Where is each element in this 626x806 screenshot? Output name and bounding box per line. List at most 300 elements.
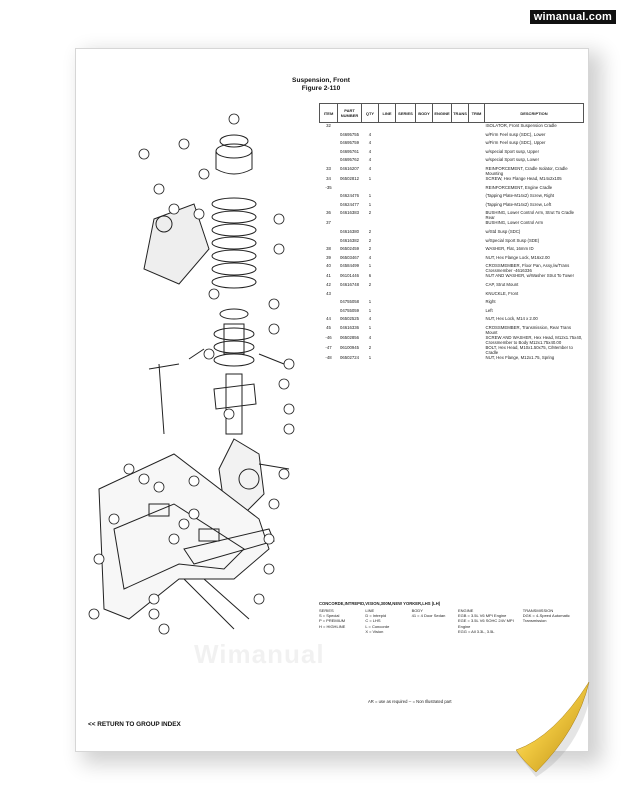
cell-item: 45	[326, 324, 331, 330]
cell-part	[338, 185, 362, 194]
cell-line	[379, 210, 396, 220]
cell-desc: CROSSMEMBER, Transmission, Rear Trans Mount	[485, 324, 571, 335]
legend-entry: BODY	[411, 608, 423, 613]
cell-trim	[469, 132, 485, 141]
cell-engine	[433, 166, 452, 176]
cell-body	[416, 355, 433, 364]
cell-trans	[452, 316, 469, 325]
legend-entry: S = Special	[319, 613, 340, 619]
legend-entry: ENGINE	[457, 608, 474, 613]
cell-series	[396, 282, 416, 291]
legend-entry: EGB = 3.5L V6 MPI Engine	[457, 613, 507, 619]
cell-part: 06502724	[339, 354, 360, 360]
cell-engine	[433, 308, 452, 317]
cell-body	[416, 185, 433, 194]
cell-trans	[452, 263, 469, 273]
cell-line	[379, 229, 396, 238]
cell-part: 04584499	[339, 263, 360, 269]
cell-trans	[452, 291, 469, 300]
cell-body	[416, 202, 433, 211]
cell-line	[379, 299, 396, 308]
cell-qty: 1	[368, 299, 372, 305]
table-header-row	[320, 104, 584, 123]
header-trim: TRIM	[469, 104, 485, 123]
cell-desc: NUT AND WASHER, w/Washer Strut To Tower	[485, 273, 575, 279]
header-engine: ENGINE	[433, 104, 452, 123]
header-item: ITEM	[320, 104, 338, 123]
cell-line	[379, 335, 396, 345]
cell-trim	[469, 255, 485, 264]
cell-body	[416, 335, 433, 345]
cell-part: 04695759	[339, 140, 360, 146]
cell-trim	[469, 355, 485, 364]
cell-body	[416, 255, 433, 264]
table-row	[320, 345, 584, 355]
cell-item: 39	[326, 254, 331, 260]
cell-body	[416, 157, 433, 166]
table-row	[320, 132, 584, 141]
cell-engine	[433, 316, 452, 325]
table-row	[320, 316, 584, 325]
cell-trans	[452, 238, 469, 247]
cell-trans	[452, 123, 469, 132]
table-row	[320, 220, 584, 229]
center-watermark: Wimanual	[194, 639, 325, 669]
cell-qty: 4	[368, 165, 372, 171]
cell-desc: NUT, Hex Flange, M12x1.75, Spring	[485, 354, 555, 360]
cell-part: 04616336	[339, 324, 360, 330]
cell-trans	[452, 193, 469, 202]
cell-trim	[469, 140, 485, 149]
cell-body	[416, 193, 433, 202]
cell-trim	[469, 273, 485, 282]
cell-desc: ISOLATOR, Front Suspension Cradle	[485, 123, 557, 128]
cell-desc: (Tapping Plate-M14x2) Screw, Right	[485, 193, 555, 199]
cell-qty: 2	[368, 228, 372, 234]
legend-entry: SERIES	[319, 608, 334, 613]
table-row	[320, 308, 584, 317]
cell-line	[379, 246, 396, 255]
cell-trim	[469, 335, 485, 345]
cell-item: 42	[326, 281, 331, 287]
cell-desc: BUSHING, Lower Control Arm, Strut To Cradle Rear	[485, 210, 575, 221]
legend-entry: H = HIGHLINE	[319, 623, 346, 629]
cell-trim	[469, 316, 485, 325]
cell-qty: 4	[368, 131, 372, 137]
cell-line	[379, 316, 396, 325]
table-row	[320, 238, 584, 247]
cell-item	[320, 157, 338, 166]
table-row	[320, 325, 584, 335]
legend-series	[319, 608, 365, 634]
table-row	[320, 157, 584, 166]
cell-part	[338, 291, 362, 300]
cell-desc: w/special Sport susp, Lower	[485, 157, 539, 163]
cell-series	[396, 185, 416, 194]
cell-trim	[469, 299, 485, 308]
cell-part: 06502525	[339, 316, 360, 322]
cell-engine	[433, 176, 452, 185]
cell-body	[416, 149, 433, 158]
cell-qty: 4	[368, 157, 372, 163]
cell-trans	[452, 202, 469, 211]
cell-desc: w/Firm Feel susp (SDC), Lower	[485, 131, 546, 137]
header-description: DESCRIPTION	[485, 104, 584, 123]
cell-series	[396, 255, 416, 264]
cell-body	[416, 132, 433, 141]
table-row	[320, 140, 584, 149]
cell-trim	[469, 220, 485, 229]
cell-part: 06503467	[339, 254, 360, 260]
cell-trans	[452, 210, 469, 220]
cell-part: 04695762	[339, 157, 360, 163]
cell-trans	[452, 355, 469, 364]
cell-part: 06502459	[339, 246, 360, 252]
cell-engine	[433, 355, 452, 364]
cell-trans	[452, 176, 469, 185]
title-line-2: Figure 2-110	[301, 85, 341, 92]
cell-trim	[469, 282, 485, 291]
cell-trans	[452, 345, 469, 355]
cell-item: -47	[325, 344, 332, 350]
cell-line	[379, 176, 396, 185]
cell-engine	[433, 149, 452, 158]
legend-entry: D = Intrepid	[365, 613, 387, 619]
cell-item: 38	[326, 246, 331, 252]
cell-engine	[433, 325, 452, 335]
cell-line	[379, 282, 396, 291]
cell-desc: Left	[485, 307, 493, 313]
cell-engine	[433, 202, 452, 211]
table-row	[320, 291, 584, 300]
legend-entry: DGK = 4-Speed Automatic Transmission	[522, 613, 570, 624]
header-part-number: PART NUMBER	[338, 104, 362, 123]
cell-series	[396, 210, 416, 220]
cell-series	[396, 149, 416, 158]
cell-series	[396, 220, 416, 229]
table-row	[320, 210, 584, 220]
cell-trans	[452, 157, 469, 166]
cell-desc: BUSHING, Lower Control Arm	[485, 220, 544, 226]
cell-trans	[452, 220, 469, 229]
cell-engine	[433, 140, 452, 149]
cell-engine	[433, 282, 452, 291]
cell-series	[396, 316, 416, 325]
header-trans: TRANS	[452, 104, 469, 123]
cell-trans	[452, 140, 469, 149]
cell-body	[416, 291, 433, 300]
cell-trans	[452, 132, 469, 141]
cell-part	[338, 123, 362, 132]
cell-line	[379, 255, 396, 264]
cell-item	[320, 140, 338, 149]
cell-item	[320, 132, 338, 141]
cell-series	[396, 123, 416, 132]
cell-desc: NUT, Hex Flange Lock, M16x2.00	[485, 254, 550, 260]
cell-qty	[362, 123, 379, 132]
cell-trim	[469, 238, 485, 247]
cell-trim	[469, 308, 485, 317]
cell-item	[320, 202, 338, 211]
cell-item: -46	[325, 334, 332, 340]
table-row	[320, 273, 584, 282]
cell-body	[416, 238, 433, 247]
cell-line	[379, 140, 396, 149]
cell-trans	[452, 308, 469, 317]
table-row	[320, 263, 584, 273]
header-line: LINE	[379, 104, 396, 123]
legend-entry: 41 = 4 Door Sedan	[411, 613, 446, 619]
cell-qty: 4	[368, 148, 372, 154]
cell-item: 40	[326, 263, 331, 269]
cell-series	[396, 355, 416, 364]
cell-series	[396, 202, 416, 211]
cell-qty: 1	[368, 354, 372, 360]
cell-trim	[469, 229, 485, 238]
table-row	[320, 299, 584, 308]
cell-item: 43	[326, 290, 331, 296]
cell-qty: 1	[368, 307, 372, 313]
cell-series	[396, 308, 416, 317]
cell-part: 04616380	[339, 228, 360, 234]
cell-engine	[433, 238, 452, 247]
cell-qty	[362, 220, 379, 229]
cell-body	[416, 140, 433, 149]
cell-trim	[469, 176, 485, 185]
cell-engine	[433, 299, 452, 308]
cell-engine	[433, 123, 452, 132]
legend-entry: X = Vision	[365, 628, 384, 634]
cell-engine	[433, 220, 452, 229]
table-row	[320, 176, 584, 185]
cell-item: 32	[326, 123, 331, 128]
cell-series	[396, 166, 416, 176]
cell-series	[396, 263, 416, 273]
cell-item: 36	[326, 210, 331, 216]
cell-trim	[469, 291, 485, 300]
cell-series	[396, 345, 416, 355]
cell-trans	[452, 149, 469, 158]
cell-body	[416, 299, 433, 308]
cell-series	[396, 193, 416, 202]
cell-item: 41	[326, 273, 331, 279]
header-qty: QTY	[362, 104, 379, 123]
cell-desc: WASHER, Flat, 16mm ID	[485, 246, 534, 252]
legend-heading: CONCORDE,INTREPID,VISION,300M,NEW YORKER,LHS (LH)	[319, 601, 441, 606]
catalog-page	[75, 48, 589, 752]
cell-line	[379, 149, 396, 158]
cell-series	[396, 335, 416, 345]
cell-body	[416, 345, 433, 355]
cell-series	[396, 325, 416, 335]
table-row	[320, 229, 584, 238]
parts-table	[319, 103, 584, 363]
cell-trim	[469, 246, 485, 255]
cell-line	[379, 273, 396, 282]
cell-trim	[469, 185, 485, 194]
legend-entry: LINE	[365, 608, 375, 613]
cell-series	[396, 176, 416, 185]
cell-qty: 2	[368, 344, 372, 350]
page-title	[276, 77, 366, 93]
cell-item: 37	[326, 220, 331, 226]
cell-engine	[433, 345, 452, 355]
legend-transmission	[523, 608, 583, 634]
cell-qty: 4	[368, 334, 372, 340]
cell-line	[379, 132, 396, 141]
cell-part: 04616207	[339, 165, 360, 171]
cell-desc: KNUCKLE, Front	[485, 290, 519, 296]
cell-part: 06101446	[339, 273, 360, 279]
table-row	[320, 193, 584, 202]
cell-item: 44	[326, 316, 331, 322]
cell-body	[416, 220, 433, 229]
cell-qty: 4	[368, 254, 372, 260]
cell-part: 06100945	[339, 344, 360, 350]
cell-trim	[469, 345, 485, 355]
cell-body	[416, 273, 433, 282]
table-row	[320, 246, 584, 255]
legend-entry: P = PREMIUM	[319, 618, 346, 624]
cell-item	[320, 229, 338, 238]
cell-item: 33	[326, 165, 331, 171]
cell-desc: CROSSMEMBER, Floor Pan, Assy,/w/Trans Crossmember -4616336	[485, 263, 570, 274]
cell-line	[379, 308, 396, 317]
cell-series	[396, 157, 416, 166]
cell-engine	[433, 273, 452, 282]
cell-item	[320, 238, 338, 247]
cell-trim	[469, 157, 485, 166]
cell-qty: 2	[368, 210, 372, 216]
cell-qty: 1	[368, 324, 372, 330]
cell-series	[396, 229, 416, 238]
return-to-group-index-link[interactable]: << RETURN TO GROUP INDEX	[88, 721, 181, 728]
cell-part: 04616382	[339, 237, 360, 243]
cell-trans	[452, 255, 469, 264]
cell-body	[416, 123, 433, 132]
cell-qty: 4	[368, 316, 372, 322]
suspension-diagram	[84, 109, 314, 649]
cell-trim	[469, 210, 485, 220]
cell-trim	[469, 193, 485, 202]
cell-qty: 4	[368, 140, 372, 146]
cell-desc: Right	[485, 299, 496, 305]
cell-body	[416, 316, 433, 325]
cell-body	[416, 308, 433, 317]
cell-qty: 2	[368, 246, 372, 252]
cell-part: 06502856	[339, 334, 360, 340]
cell-engine	[433, 132, 452, 141]
cell-item	[320, 193, 338, 202]
cell-desc: REINFORCEMENT, Cradle Isolator, Cradle Mounting	[485, 165, 568, 176]
cell-qty	[362, 185, 379, 194]
cell-desc: SCREW AND WASHER, Hex Head, M12x1.75x40, Crossmember to Body M12x1.75x40.00	[485, 334, 583, 345]
cell-engine	[433, 185, 452, 194]
cell-part: 04616383	[339, 210, 360, 216]
cell-qty: 2	[368, 281, 372, 287]
cell-trans	[452, 282, 469, 291]
legend-engine	[458, 608, 523, 634]
cell-trim	[469, 123, 485, 132]
cell-item	[320, 149, 338, 158]
cell-trim	[469, 263, 485, 273]
legend-entry: L = Concorde	[365, 623, 390, 629]
cell-line	[379, 202, 396, 211]
cell-trans	[452, 335, 469, 345]
cell-qty: 1	[368, 201, 372, 207]
cell-qty: 1	[368, 175, 372, 181]
cell-desc: NUT, Hex Lock, M14 x 2.00	[485, 316, 538, 322]
cell-desc: (Tapping Plate-M14x2) Screw, Left	[485, 201, 552, 207]
cell-part: 04624476	[339, 193, 360, 199]
cell-part: 04695755	[339, 131, 360, 137]
cell-item: -35	[325, 184, 332, 190]
cell-series	[396, 140, 416, 149]
table-row	[320, 185, 584, 194]
cell-part: 04755059	[339, 307, 360, 313]
cell-line	[379, 185, 396, 194]
cell-qty	[362, 291, 379, 300]
page-curl-graphic	[516, 682, 606, 782]
cell-series	[396, 238, 416, 247]
cell-engine	[433, 246, 452, 255]
cell-series	[396, 291, 416, 300]
cell-line	[379, 355, 396, 364]
title-line-1: Suspension, Front	[292, 77, 350, 84]
table-row	[320, 355, 584, 364]
cell-body	[416, 210, 433, 220]
table-row	[320, 123, 584, 132]
cell-trans	[452, 166, 469, 176]
cell-engine	[433, 255, 452, 264]
table-row	[320, 149, 584, 158]
cell-line	[379, 166, 396, 176]
cell-qty: 1	[368, 263, 372, 269]
cell-qty: 1	[368, 193, 372, 199]
cell-part: 06502812	[339, 175, 360, 181]
cell-trans	[452, 325, 469, 335]
cell-series	[396, 132, 416, 141]
cell-desc: SCREW, Hex Flange Head, M14x2x105	[485, 175, 562, 181]
cell-line	[379, 157, 396, 166]
cell-trim	[469, 325, 485, 335]
cell-trans	[452, 246, 469, 255]
cell-desc: CAP, Strut Mount	[485, 281, 519, 287]
cell-engine	[433, 291, 452, 300]
cell-line	[379, 263, 396, 273]
cell-part	[338, 220, 362, 229]
cell-qty: 6	[368, 273, 372, 279]
cell-series	[396, 246, 416, 255]
table-row	[320, 166, 584, 176]
table-row	[320, 255, 584, 264]
cell-body	[416, 229, 433, 238]
legend-entry: C = LHS	[365, 618, 381, 624]
cell-engine	[433, 263, 452, 273]
cell-item: 34	[326, 175, 331, 181]
legend-entry: EGG = All 3.3L, 3.5L	[457, 628, 495, 634]
cell-line	[379, 238, 396, 247]
cell-trans	[452, 273, 469, 282]
cell-part: 04616748	[339, 281, 360, 287]
cell-series	[396, 299, 416, 308]
cell-engine	[433, 193, 452, 202]
cell-part: 04624477	[339, 201, 360, 207]
cell-line	[379, 123, 396, 132]
parts-table-body	[320, 123, 584, 364]
cell-item	[320, 308, 338, 317]
legend-body	[412, 608, 458, 634]
